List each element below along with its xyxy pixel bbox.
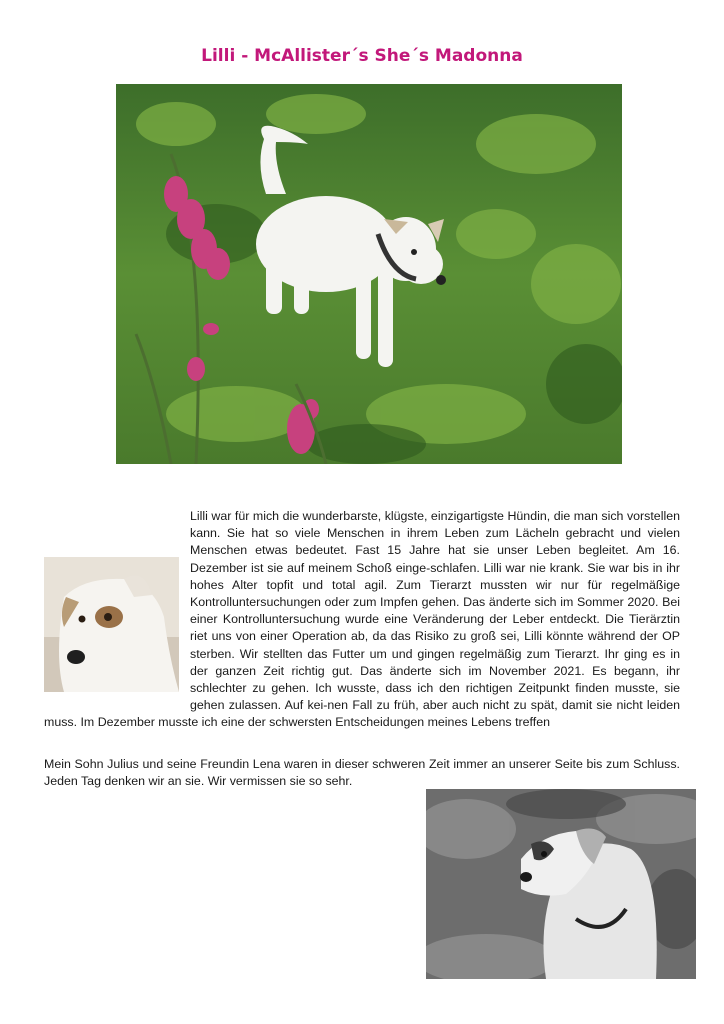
dog-bw-photo: [426, 789, 696, 979]
dog-bw-image: [426, 789, 696, 979]
story-text-1: Lilli war für mich die wunderbarste, klügste, einzigartigste Hündin, die man sich vorstellen kann. Sie hat so viele Menschen in ihrem Leben zum Lächeln gebracht und vielen Menschen etwas bedeutet. Fast 15 Jahre hat sie unser Leben begleitet. Am 16. Dezember ist sie auf meinem Schoß einge-schlafen. Lilli war nie krank. Sie war bis in ihr hohes Alter topfit und total agil. Zum Tierarzt mussten wir nur für regelmäßige Kontrolluntersuchungen oder zum Impfen gehen. Das änderte sich im Sommer 2020. Bei einer Kontrolluntersuchung wurde eine Veränderung der Leber entdeckt. Die Tierärztin riet uns von einer Operation ab, da das Risiko zu groß sei, Lilli könnte während der OP sterben. Wir stellten das Futter um und gingen regelmäßig zum Tierarzt. Ihr ging es in der ganzen Zeit richtig gut. Das änderte sich im November 2021. Es begann, ihr schlechter zu gehen. Ich wusste, dass ich den richtigen Zeitpunkt finden musste, sie gehen zulassen. Auf kei-nen Fall zu früh, aber auch nicht zu spät, damit sie nicht leiden muss. Im Dezember musste ich eine der schwersten Entscheidungen meines Lebens treffen: [44, 509, 680, 730]
page-title: Lilli - McAllister´s She´s Madonna: [201, 46, 523, 66]
dog-in-garden-image: [116, 84, 622, 464]
dog-in-garden-photo: [116, 84, 622, 464]
story-paragraph-2: Mein Sohn Julius und seine Freundin Lena waren in dieser schweren Zeit immer an unserer Seite bis zum Schluss. Jeden Tag denken wir an sie. Wir vermissen sie so sehr.: [44, 757, 680, 789]
dog-portrait-image: [44, 557, 179, 692]
dog-portrait-photo: [44, 557, 179, 692]
